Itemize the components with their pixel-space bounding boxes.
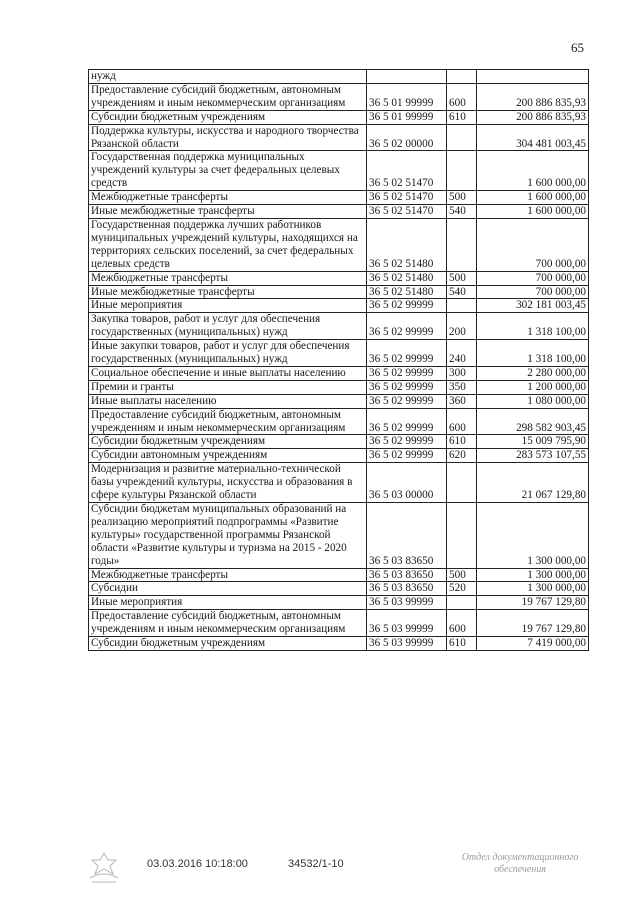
row-sum-cell: 700 000,00: [477, 218, 589, 271]
row-code-cell: 36 5 03 00000: [367, 463, 447, 503]
row-code-cell: 36 5 01 99999: [367, 83, 447, 110]
row-name-cell: Иные мероприятия: [89, 596, 367, 610]
table-row: [89, 568, 589, 582]
row-sum-cell: 21 067 129,80: [477, 463, 589, 503]
row-name-cell: Субсидии автономным учреждениям: [89, 449, 367, 463]
row-expense-type-cell: 540: [447, 285, 477, 299]
row-name-cell: Субсидии бюджетным учреждениям: [89, 110, 367, 124]
row-code-cell: 36 5 02 51470: [367, 151, 447, 191]
table-row: [89, 83, 589, 110]
row-name-cell: Государственная поддержка лучших работников муниципальных учреждений культуры, находящихся на территориях сельских поселений, за счет федеральных целевых средств: [89, 218, 367, 271]
row-code-cell: 36 5 02 51470: [367, 191, 447, 205]
table-row: [89, 394, 589, 408]
row-code-cell: 36 5 03 99999: [367, 596, 447, 610]
row-code-cell: 36 5 01 99999: [367, 110, 447, 124]
row-sum-cell: [477, 70, 589, 84]
table-row: [89, 299, 589, 313]
table-row: [89, 313, 589, 340]
row-name-cell: Государственная поддержка муниципальных учреждений культуры за счет федеральных целевых средств: [89, 151, 367, 191]
row-name-cell: Иные мероприятия: [89, 299, 367, 313]
row-code-cell: 36 5 03 99999: [367, 610, 447, 637]
row-name-cell: Межбюджетные трансферты: [89, 191, 367, 205]
row-sum-cell: 1 600 000,00: [477, 191, 589, 205]
table-row: [89, 435, 589, 449]
row-sum-cell: 1 318 100,00: [477, 313, 589, 340]
table-row: [89, 408, 589, 435]
row-name-cell: Субсидии бюджетным учреждениям: [89, 637, 367, 651]
row-name-cell: Субсидии: [89, 582, 367, 596]
row-sum-cell: 1 600 000,00: [477, 151, 589, 191]
table-row: [89, 191, 589, 205]
row-expense-type-cell: 610: [447, 435, 477, 449]
row-name-cell: Предоставление субсидий бюджетным, автономным учреждениям и иным некоммерческим организациям: [89, 83, 367, 110]
row-sum-cell: 1 300 000,00: [477, 503, 589, 569]
row-expense-type-cell: [447, 463, 477, 503]
row-sum-cell: 1 318 100,00: [477, 340, 589, 367]
row-expense-type-cell: [447, 218, 477, 271]
row-name-cell: Межбюджетные трансферты: [89, 568, 367, 582]
row-expense-type-cell: 200: [447, 313, 477, 340]
row-code-cell: 36 5 02 99999: [367, 299, 447, 313]
row-code-cell: 36 5 02 00000: [367, 124, 447, 151]
row-sum-cell: 1 600 000,00: [477, 205, 589, 219]
row-expense-type-cell: 300: [447, 366, 477, 380]
row-code-cell: 36 5 02 51480: [367, 285, 447, 299]
row-name-cell: Межбюджетные трансферты: [89, 271, 367, 285]
row-name-cell: Иные выплаты населению: [89, 394, 367, 408]
row-expense-type-cell: [447, 70, 477, 84]
row-code-cell: 36 5 02 51470: [367, 205, 447, 219]
row-code-cell: 36 5 02 99999: [367, 394, 447, 408]
row-expense-type-cell: 360: [447, 394, 477, 408]
table-row: [89, 340, 589, 367]
row-code-cell: 36 5 02 51480: [367, 218, 447, 271]
row-name-cell: Социальное обеспечение и иные выплаты населению: [89, 366, 367, 380]
row-sum-cell: 19 767 129,80: [477, 596, 589, 610]
row-expense-type-cell: [447, 151, 477, 191]
row-sum-cell: 1 080 000,00: [477, 394, 589, 408]
row-name-cell: Поддержка культуры, искусства и народного творчества Рязанской области: [89, 124, 367, 151]
table-row: [89, 151, 589, 191]
row-expense-type-cell: 350: [447, 380, 477, 394]
row-expense-type-cell: 610: [447, 110, 477, 124]
row-name-cell: Премии и гранты: [89, 380, 367, 394]
row-code-cell: 36 5 02 51480: [367, 271, 447, 285]
row-sum-cell: 1 300 000,00: [477, 582, 589, 596]
row-name-cell: Субсидии бюджетным учреждениям: [89, 435, 367, 449]
row-code-cell: 36 5 03 83650: [367, 568, 447, 582]
budget-table-body: [89, 70, 589, 651]
row-expense-type-cell: 500: [447, 191, 477, 205]
table-row: [89, 582, 589, 596]
row-expense-type-cell: 500: [447, 271, 477, 285]
table-row: [89, 503, 589, 569]
row-sum-cell: 19 767 129,80: [477, 610, 589, 637]
row-expense-type-cell: [447, 503, 477, 569]
row-sum-cell: 1 300 000,00: [477, 568, 589, 582]
row-sum-cell: 200 886 835,93: [477, 83, 589, 110]
row-expense-type-cell: 500: [447, 568, 477, 582]
row-expense-type-cell: 520: [447, 582, 477, 596]
row-code-cell: 36 5 02 99999: [367, 366, 447, 380]
row-code-cell: [367, 70, 447, 84]
footer-date: 03.03.2016 10:18:00: [147, 858, 248, 870]
row-sum-cell: 283 573 107,55: [477, 449, 589, 463]
table-row: [89, 449, 589, 463]
table-row: [89, 271, 589, 285]
row-name-cell: Модернизация и развитие материально-технической базы учреждений культуры, искусства и образования в сфере культуры Рязанской области: [89, 463, 367, 503]
row-code-cell: 36 5 02 99999: [367, 340, 447, 367]
row-expense-type-cell: 240: [447, 340, 477, 367]
table-row: [89, 637, 589, 651]
row-expense-type-cell: 540: [447, 205, 477, 219]
row-code-cell: 36 5 03 83650: [367, 503, 447, 569]
row-name-cell: Закупка товаров, работ и услуг для обеспечения государственных (муниципальных) нужд: [89, 313, 367, 340]
row-expense-type-cell: 600: [447, 610, 477, 637]
row-expense-type-cell: 600: [447, 83, 477, 110]
table-row: [89, 124, 589, 151]
row-name-cell: Субсидии бюджетам муниципальных образований на реализацию мероприятий подпрограммы «Развитие культуры» государственной программы Рязанской области «Развитие культуры и туризма на 2015 - 2020 годы»: [89, 503, 367, 569]
row-sum-cell: 302 181 003,45: [477, 299, 589, 313]
table-row: [89, 70, 589, 84]
row-code-cell: 36 5 02 99999: [367, 435, 447, 449]
table-row: [89, 205, 589, 219]
row-sum-cell: 304 481 003,45: [477, 124, 589, 151]
row-sum-cell: 7 419 000,00: [477, 637, 589, 651]
row-expense-type-cell: [447, 124, 477, 151]
row-sum-cell: 700 000,00: [477, 285, 589, 299]
row-code-cell: 36 5 02 99999: [367, 408, 447, 435]
row-expense-type-cell: 600: [447, 408, 477, 435]
row-name-cell: Предоставление субсидий бюджетным, автономным учреждениям и иным некоммерческим организациям: [89, 610, 367, 637]
table-row: [89, 285, 589, 299]
table-row: [89, 596, 589, 610]
row-name-cell: нужд: [89, 70, 367, 84]
row-expense-type-cell: 620: [447, 449, 477, 463]
budget-table: [88, 69, 589, 651]
row-code-cell: 36 5 02 99999: [367, 449, 447, 463]
row-expense-type-cell: [447, 299, 477, 313]
row-name-cell: Иные межбюджетные трансферты: [89, 285, 367, 299]
row-code-cell: 36 5 03 99999: [367, 637, 447, 651]
row-sum-cell: 200 886 835,93: [477, 110, 589, 124]
row-code-cell: 36 5 02 99999: [367, 313, 447, 340]
row-expense-type-cell: [447, 596, 477, 610]
row-code-cell: 36 5 02 99999: [367, 380, 447, 394]
row-sum-cell: 15 009 795,90: [477, 435, 589, 449]
row-sum-cell: 2 280 000,00: [477, 366, 589, 380]
row-sum-cell: 298 582 903,45: [477, 408, 589, 435]
row-sum-cell: 1 200 000,00: [477, 380, 589, 394]
row-sum-cell: 700 000,00: [477, 271, 589, 285]
table-row: [89, 218, 589, 271]
table-row: [89, 366, 589, 380]
row-code-cell: 36 5 03 83650: [367, 582, 447, 596]
row-name-cell: Предоставление субсидий бюджетным, автономным учреждениям и иным некоммерческим организациям: [89, 408, 367, 435]
table-row: [89, 463, 589, 503]
row-name-cell: Иные закупки товаров, работ и услуг для обеспечения государственных (муниципальных) нужд: [89, 340, 367, 367]
row-expense-type-cell: 610: [447, 637, 477, 651]
emblem-stamp-icon: [84, 850, 124, 886]
table-row: [89, 110, 589, 124]
row-name-cell: Иные межбюджетные трансферты: [89, 205, 367, 219]
table-row: [89, 380, 589, 394]
page-number: 65: [571, 40, 584, 55]
table-row: [89, 610, 589, 637]
footer-doc-number: 34532/1-10: [288, 858, 344, 870]
department-stamp: Отдел документационного обеспечения: [461, 852, 579, 875]
